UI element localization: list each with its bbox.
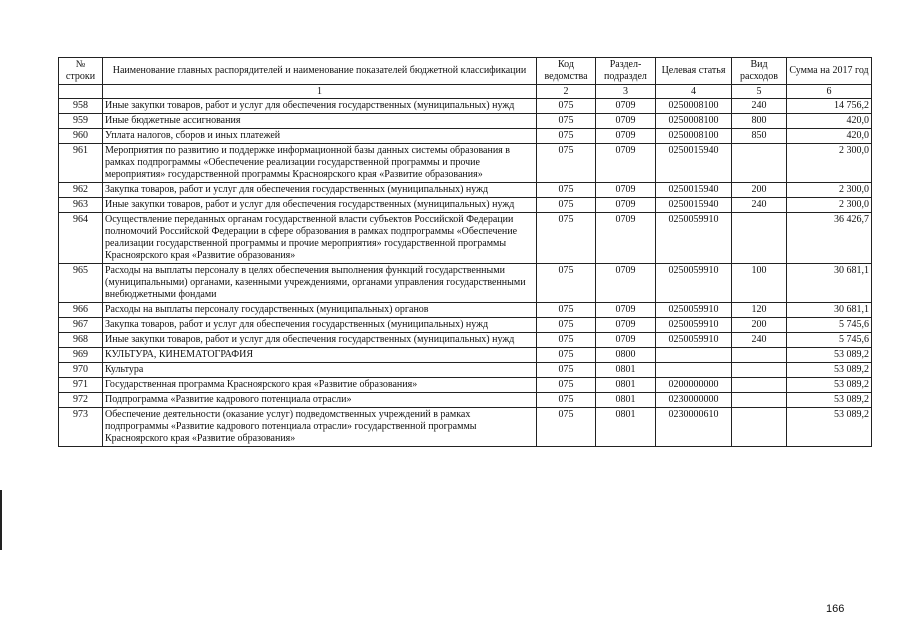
row-dept-code-cell: 075 <box>537 303 596 318</box>
row-target-cell: 0230000610 <box>656 408 732 447</box>
row-dept-code-cell: 075 <box>537 333 596 348</box>
row-target-cell: 0250008100 <box>656 129 732 144</box>
row-name-cell: Иные закупки товаров, работ и услуг для обеспечения государственных (муниципальных) нужд <box>103 99 537 114</box>
column-number: 2 <box>537 85 596 99</box>
column-number: 4 <box>656 85 732 99</box>
row-section-cell: 0709 <box>596 129 656 144</box>
table-row <box>59 144 872 183</box>
row-sum-cell: 53 089,2 <box>787 408 872 447</box>
row-target-cell: 0250008100 <box>656 99 732 114</box>
row-sum-cell: 53 089,2 <box>787 378 872 393</box>
row-sum-cell: 2 300,0 <box>787 144 872 183</box>
row-target-cell: 0250015940 <box>656 183 732 198</box>
column-number: 3 <box>596 85 656 99</box>
row-name-cell: Осуществление переданных органам государственной власти субъектов Российской Федерации полномочий Российской Федерации в сфере образования в рамках подпрограммы «Обеспечение реализации государственной программы и прочие мероприятия» государственной программы Красноярского края «Развитие образования» <box>103 213 537 264</box>
row-section-cell: 0709 <box>596 198 656 213</box>
row-expense-type-cell: 200 <box>732 183 787 198</box>
column-number <box>59 85 103 99</box>
row-dept-code-cell: 075 <box>537 129 596 144</box>
row-name-cell: Расходы на выплаты персоналу в целях обеспечения выполнения функций государственными (муниципальными) органами, казенными учреждениями, органами управления государственными внебюджетными фондами <box>103 264 537 303</box>
row-name-cell: Уплата налогов, сборов и иных платежей <box>103 129 537 144</box>
row-name-cell: Культура <box>103 363 537 378</box>
row-section-cell: 0801 <box>596 378 656 393</box>
row-number-cell: 960 <box>59 129 103 144</box>
row-name-cell: Иные закупки товаров, работ и услуг для обеспечения государственных (муниципальных) нужд <box>103 198 537 213</box>
row-expense-type-cell: 240 <box>732 333 787 348</box>
table-row <box>59 198 872 213</box>
row-sum-cell: 5 745,6 <box>787 318 872 333</box>
row-number-cell: 959 <box>59 114 103 129</box>
row-expense-type-cell <box>732 363 787 378</box>
row-dept-code-cell: 075 <box>537 99 596 114</box>
row-name-cell: Закупка товаров, работ и услуг для обеспечения государственных (муниципальных) нужд <box>103 318 537 333</box>
row-dept-code-cell: 075 <box>537 348 596 363</box>
budget-table <box>58 57 872 447</box>
row-sum-cell: 53 089,2 <box>787 393 872 408</box>
row-name-cell: Закупка товаров, работ и услуг для обеспечения государственных (муниципальных) нужд <box>103 183 537 198</box>
table-row <box>59 408 872 447</box>
row-number-cell: 958 <box>59 99 103 114</box>
row-dept-code-cell: 075 <box>537 198 596 213</box>
row-dept-code-cell: 075 <box>537 264 596 303</box>
row-sum-cell: 2 300,0 <box>787 198 872 213</box>
row-target-cell: 0250059910 <box>656 318 732 333</box>
row-expense-type-cell: 850 <box>732 129 787 144</box>
row-number-cell: 973 <box>59 408 103 447</box>
row-expense-type-cell <box>732 393 787 408</box>
header-row <box>59 58 872 85</box>
row-sum-cell: 420,0 <box>787 114 872 129</box>
table-row <box>59 303 872 318</box>
table-body <box>59 99 872 447</box>
row-expense-type-cell <box>732 408 787 447</box>
row-number-cell: 972 <box>59 393 103 408</box>
table-row <box>59 129 872 144</box>
row-name-cell: КУЛЬТУРА, КИНЕМАТОГРАФИЯ <box>103 348 537 363</box>
row-name-cell: Иные бюджетные ассигнования <box>103 114 537 129</box>
row-section-cell: 0709 <box>596 99 656 114</box>
row-name-cell: Иные закупки товаров, работ и услуг для обеспечения государственных (муниципальных) нужд <box>103 333 537 348</box>
row-section-cell: 0709 <box>596 114 656 129</box>
header-target: Целевая статья <box>656 58 732 85</box>
row-section-cell: 0709 <box>596 213 656 264</box>
row-expense-type-cell <box>732 378 787 393</box>
column-number: 6 <box>787 85 872 99</box>
column-number-row <box>59 85 872 99</box>
table-row <box>59 213 872 264</box>
row-expense-type-cell <box>732 144 787 183</box>
row-number-cell: 969 <box>59 348 103 363</box>
column-number: 1 <box>103 85 537 99</box>
header-sum: Сумма на 2017 год <box>787 58 872 85</box>
row-section-cell: 0801 <box>596 393 656 408</box>
row-expense-type-cell: 100 <box>732 264 787 303</box>
row-section-cell: 0709 <box>596 333 656 348</box>
scan-edge-mark <box>0 490 2 550</box>
row-section-cell: 0709 <box>596 144 656 183</box>
table-row <box>59 264 872 303</box>
row-number-cell: 961 <box>59 144 103 183</box>
row-sum-cell: 36 426,7 <box>787 213 872 264</box>
row-dept-code-cell: 075 <box>537 408 596 447</box>
header-number: № строки <box>59 58 103 85</box>
row-dept-code-cell: 075 <box>537 144 596 183</box>
row-sum-cell: 14 756,2 <box>787 99 872 114</box>
row-target-cell <box>656 348 732 363</box>
table-row <box>59 393 872 408</box>
row-sum-cell: 2 300,0 <box>787 183 872 198</box>
header-expense-type: Вид расходов <box>732 58 787 85</box>
row-target-cell: 0250008100 <box>656 114 732 129</box>
row-target-cell: 0230000000 <box>656 393 732 408</box>
row-number-cell: 966 <box>59 303 103 318</box>
row-expense-type-cell: 240 <box>732 99 787 114</box>
row-target-cell: 0250059910 <box>656 333 732 348</box>
table-row <box>59 333 872 348</box>
row-expense-type-cell: 120 <box>732 303 787 318</box>
row-target-cell: 0250059910 <box>656 303 732 318</box>
row-sum-cell: 53 089,2 <box>787 348 872 363</box>
row-dept-code-cell: 075 <box>537 363 596 378</box>
header-dept-code: Код ведомства <box>537 58 596 85</box>
row-number-cell: 968 <box>59 333 103 348</box>
row-sum-cell: 5 745,6 <box>787 333 872 348</box>
row-number-cell: 971 <box>59 378 103 393</box>
row-name-cell: Государственная программа Красноярского края «Развитие образования» <box>103 378 537 393</box>
row-dept-code-cell: 075 <box>537 318 596 333</box>
row-target-cell: 0250015940 <box>656 198 732 213</box>
table-row <box>59 318 872 333</box>
row-section-cell: 0709 <box>596 303 656 318</box>
table-row <box>59 183 872 198</box>
row-dept-code-cell: 075 <box>537 378 596 393</box>
table-row <box>59 378 872 393</box>
row-number-cell: 963 <box>59 198 103 213</box>
row-name-cell: Обеспечение деятельности (оказание услуг) подведомственных учреждений в рамках подпрограммы «Развитие кадрового потенциала отрасли» государственной программы Красноярского края «Развитие образования» <box>103 408 537 447</box>
table-row <box>59 363 872 378</box>
row-target-cell: 0250015940 <box>656 144 732 183</box>
row-dept-code-cell: 075 <box>537 213 596 264</box>
header-section: Раздел-подраздел <box>596 58 656 85</box>
row-dept-code-cell: 075 <box>537 393 596 408</box>
row-sum-cell: 420,0 <box>787 129 872 144</box>
table-row <box>59 348 872 363</box>
row-section-cell: 0801 <box>596 363 656 378</box>
row-sum-cell: 30 681,1 <box>787 303 872 318</box>
row-dept-code-cell: 075 <box>537 183 596 198</box>
row-expense-type-cell <box>732 348 787 363</box>
row-name-cell: Мероприятия по развитию и поддержке информационной базы данных системы образования в рамках подпрограммы «Обеспечение реализации государственной программы и прочие мероприятия» государственной программы Красноярского края «Развитие образования» <box>103 144 537 183</box>
row-sum-cell: 53 089,2 <box>787 363 872 378</box>
row-name-cell: Подпрограмма «Развитие кадрового потенциала отрасли» <box>103 393 537 408</box>
row-expense-type-cell <box>732 213 787 264</box>
row-section-cell: 0800 <box>596 348 656 363</box>
table-row <box>59 114 872 129</box>
header-name: Наименование главных распорядителей и наименование показателей бюджетной классификации <box>103 58 537 85</box>
row-section-cell: 0709 <box>596 183 656 198</box>
page-number: 166 <box>826 603 845 615</box>
column-number: 5 <box>732 85 787 99</box>
row-target-cell: 0250059910 <box>656 264 732 303</box>
row-expense-type-cell: 800 <box>732 114 787 129</box>
row-dept-code-cell: 075 <box>537 114 596 129</box>
row-number-cell: 962 <box>59 183 103 198</box>
table-row <box>59 99 872 114</box>
row-number-cell: 970 <box>59 363 103 378</box>
row-sum-cell: 30 681,1 <box>787 264 872 303</box>
row-expense-type-cell: 200 <box>732 318 787 333</box>
row-target-cell <box>656 363 732 378</box>
row-target-cell: 0200000000 <box>656 378 732 393</box>
row-section-cell: 0709 <box>596 264 656 303</box>
row-number-cell: 967 <box>59 318 103 333</box>
row-expense-type-cell: 240 <box>732 198 787 213</box>
row-number-cell: 965 <box>59 264 103 303</box>
row-target-cell: 0250059910 <box>656 213 732 264</box>
row-section-cell: 0801 <box>596 408 656 447</box>
row-section-cell: 0709 <box>596 318 656 333</box>
row-number-cell: 964 <box>59 213 103 264</box>
row-name-cell: Расходы на выплаты персоналу государственных (муниципальных) органов <box>103 303 537 318</box>
